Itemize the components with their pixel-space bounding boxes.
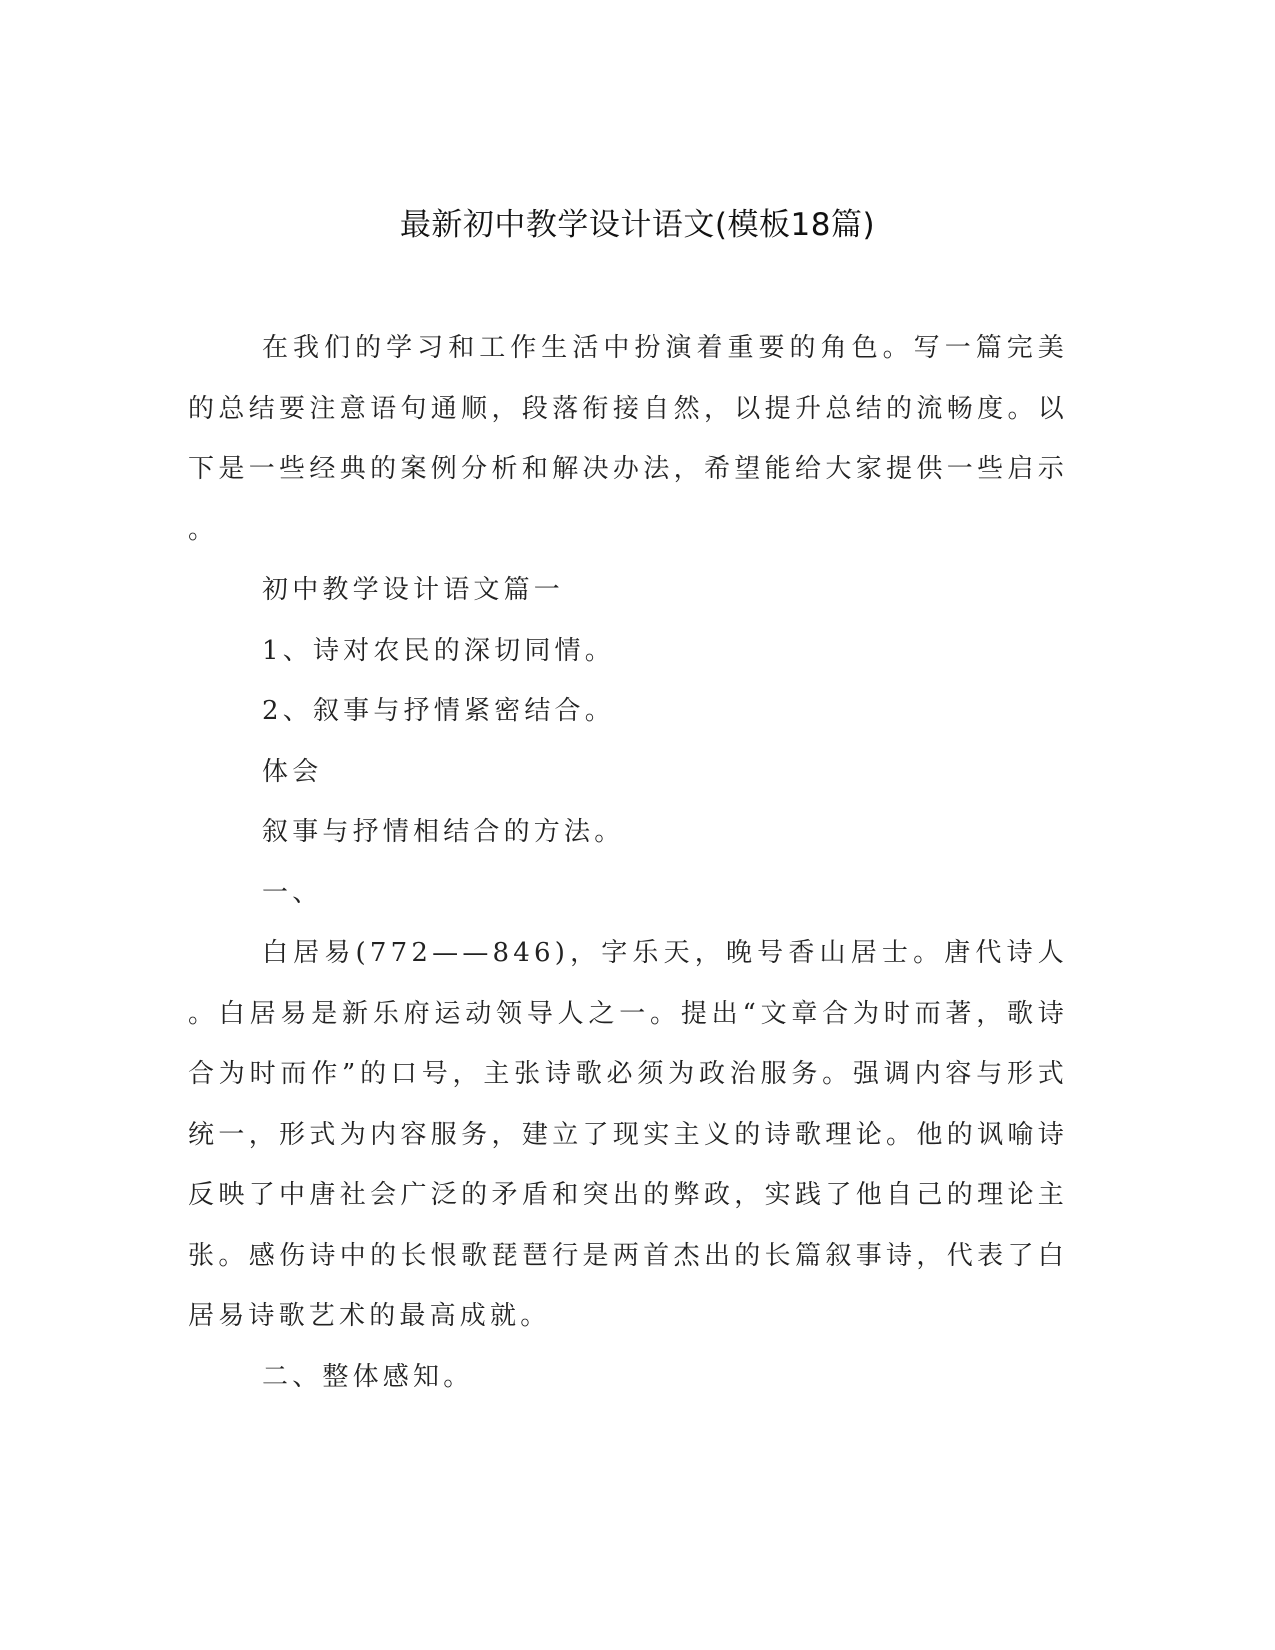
- document-title: 最新初中教学设计语文(模板18篇): [399, 207, 876, 243]
- section-number-one: 一、: [262, 877, 323, 908]
- experience-text: 叙事与抒情相结合的方法。: [262, 817, 625, 847]
- subheading-experience: 体会: [262, 756, 323, 787]
- point-item-1: 1、诗对农民的深切同情。: [262, 635, 615, 666]
- section-heading-part-one: 初中教学设计语文篇一: [262, 575, 565, 605]
- intro-paragraph: 在我们的学习和工作生活中扮演着重要的角色。写一篇完美的总结要注意语句通顺，段落衔接自然，以提升总结的流畅度。以下是一些经典的案例分析和解决办法，希望能给大家提供一些启示。: [188, 333, 1068, 545]
- point-item-2: 2、叙事与抒情紧密结合。: [262, 696, 615, 726]
- author-bio-paragraph: 白居易(772——846)，字乐天，晚号香山居士。唐代诗人。白居易是新乐府运动领导人之一。提出“文章合为时而著，歌诗合为时而作”的口号，主张诗歌必须为政治服务。强调内容与形式统一，形式为内容服务，建立了现实主义的诗歌理论。他的讽喻诗反映了中唐社会广泛的矛盾和突出的弊政，实践了他自己的理论主张。感伤诗中的长恨歌琵琶行是两首杰出的长篇叙事诗，代表了白居易诗歌艺术的最高成就。: [188, 938, 1068, 1331]
- document-body: [188, 318, 1068, 1407]
- section-heading-overall-perception: 二、整体感知。: [262, 1361, 474, 1392]
